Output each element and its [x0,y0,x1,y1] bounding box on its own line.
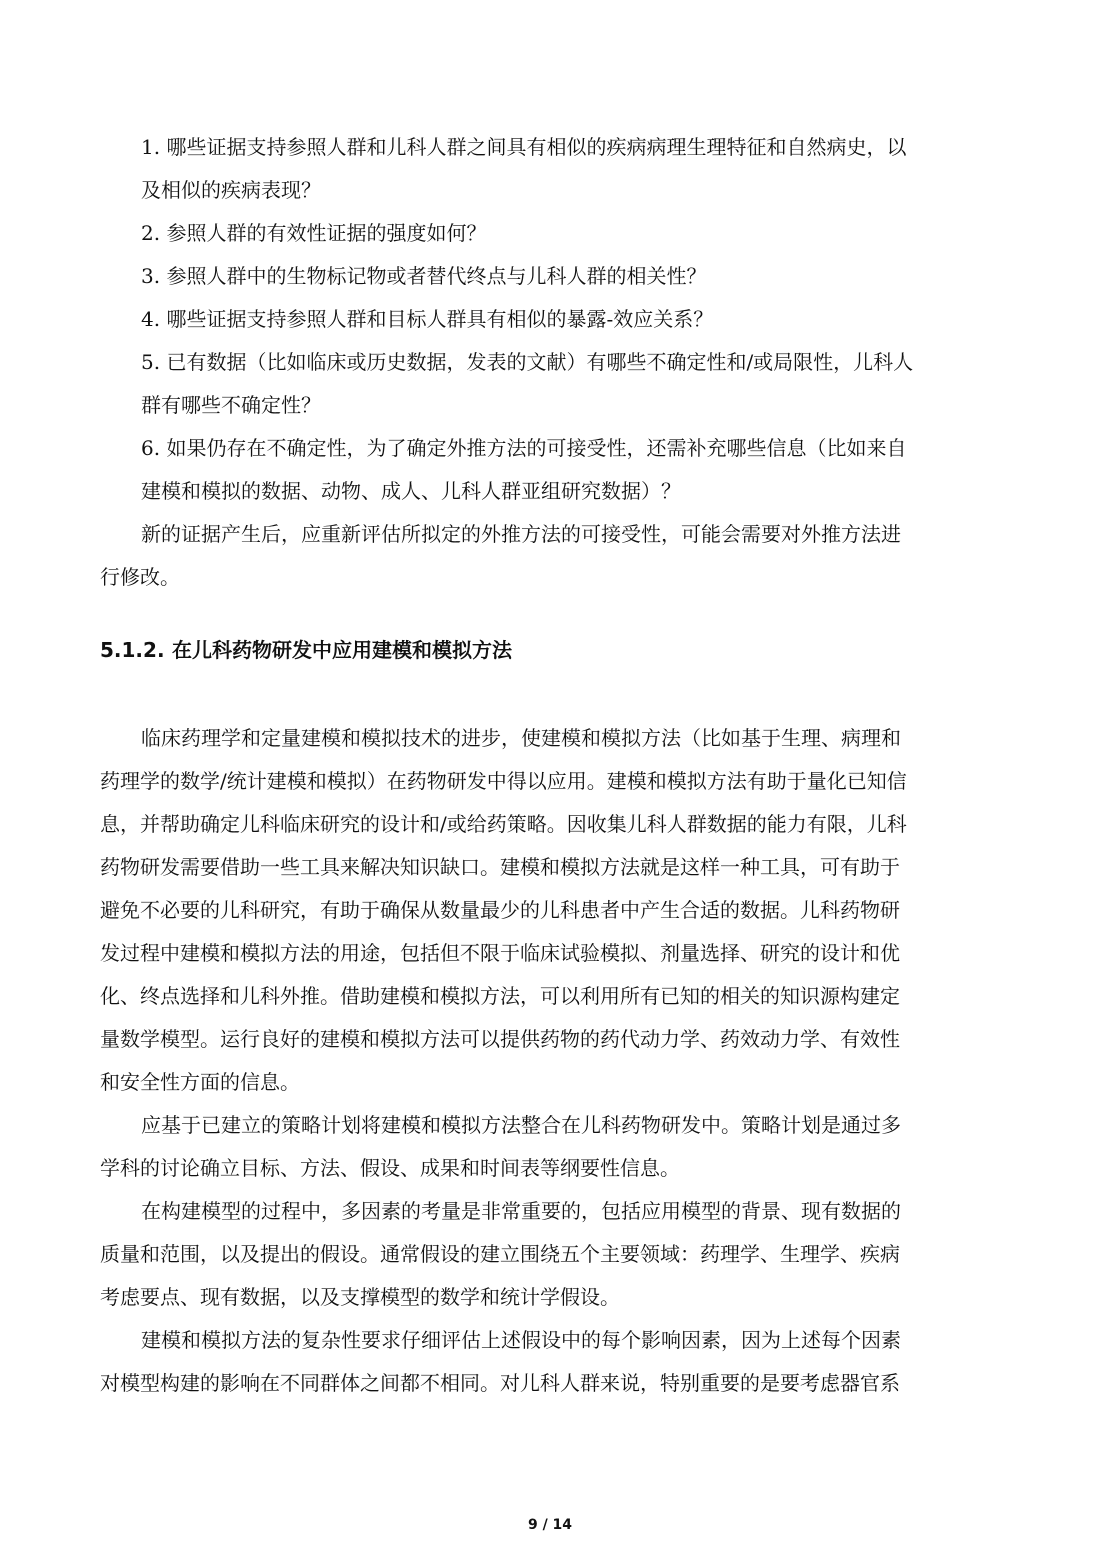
list-item-5 [100,341,1000,427]
paragraph-line: 行修改。 [100,565,180,589]
list-item-line: 2. 参照人群的有效性证据的强度如何？ [141,221,487,245]
section-number: 5.1.2. [100,638,165,662]
intro-paragraph [100,513,1000,599]
paragraph-line: 和安全性方面的信息。 [100,1070,300,1094]
list-item-line: 6. 如果仍存在不确定性，为了确定外推方法的可接受性，还需补充哪些信息（比如来自 [141,436,907,460]
list-item-6 [100,427,1000,513]
paragraph-line: 临床药理学和定量建模和模拟技术的进步，使建模和模拟方法（比如基于生理、病理和 [141,726,901,750]
list-item-line: 群有哪些不确定性？ [141,393,321,417]
list-item-line: 3. 参照人群中的生物标记物或者替代终点与儿科人群的相关性？ [141,264,707,288]
body-paragraph-2 [100,1104,1000,1190]
paragraph-line: 在构建模型的过程中，多因素的考量是非常重要的，包括应用模型的背景、现有数据的 [141,1199,901,1223]
list-item-3 [100,255,1000,298]
paragraph-line: 对模型构建的影响在不同群体之间都不相同。对儿科人群来说，特别重要的是要考虑器官系 [100,1371,900,1395]
paragraph-line: 量数学模型。运行良好的建模和模拟方法可以提供药物的药代动力学、药效动力学、有效性 [100,1027,900,1051]
paragraph-line: 避免不必要的儿科研究，有助于确保从数量最少的儿科患者中产生合适的数据。儿科药物研 [100,898,900,922]
list-item-line: 4. 哪些证据支持参照人群和目标人群具有相似的暴露-效应关系？ [141,307,714,331]
list-item-4 [100,298,1000,341]
list-item-line: 建模和模拟的数据、动物、成人、儿科人群亚组研究数据）？ [141,479,681,503]
section-title: 在儿科药物研发中应用建模和模拟方法 [172,638,512,662]
page-number: 9 / 14 [527,1517,573,1533]
document-page [100,126,1000,1405]
paragraph-line: 息，并帮助确定儿科临床研究的设计和/或给药策略。因收集儿科人群数据的能力有限，儿科 [100,812,907,836]
paragraph-line: 建模和模拟方法的复杂性要求仔细评估上述假设中的每个影响因素，因为上述每个因素 [141,1328,901,1352]
paragraph-line: 药物研发需要借助一些工具来解决知识缺口。建模和模拟方法就是这样一种工具，可有助于 [100,855,900,879]
paragraph-line: 学科的讨论确立目标、方法、假设、成果和时间表等纲要性信息。 [100,1156,680,1180]
section-heading [100,629,1000,672]
paragraph-line: 质量和范围，以及提出的假设。通常假设的建立围绕五个主要领域：药理学、生理学、疾病 [100,1242,900,1266]
list-item-line: 1. 哪些证据支持参照人群和儿科人群之间具有相似的疾病病理生理特征和自然病史，以 [141,135,907,159]
body-paragraph-1 [100,717,1000,1104]
body-paragraph-3 [100,1190,1000,1319]
paragraph-line: 新的证据产生后，应重新评估所拟定的外推方法的可接受性，可能会需要对外推方法进 [141,522,901,546]
list-item-2 [100,212,1000,255]
list-item-line: 5. 已有数据（比如临床或历史数据，发表的文献）有哪些不确定性和/或局限性，儿科人 [141,350,914,374]
paragraph-line: 考虑要点、现有数据，以及支撑模型的数学和统计学假设。 [100,1285,620,1309]
list-item-line: 及相似的疾病表现？ [141,178,321,202]
body-paragraph-4 [100,1319,1000,1405]
question-list [100,126,1000,513]
paragraph-line: 应基于已建立的策略计划将建模和模拟方法整合在儿科药物研发中。策略计划是通过多 [141,1113,901,1137]
paragraph-line: 药理学的数学/统计建模和模拟）在药物研发中得以应用。建模和模拟方法有助于量化已知信 [100,769,907,793]
paragraph-line: 化、终点选择和儿科外推。借助建模和模拟方法，可以利用所有已知的相关的知识源构建定 [100,984,900,1008]
paragraph-line: 发过程中建模和模拟方法的用途，包括但不限于临床试验模拟、剂量选择、研究的设计和优 [100,941,900,965]
list-item-1 [100,126,1000,212]
